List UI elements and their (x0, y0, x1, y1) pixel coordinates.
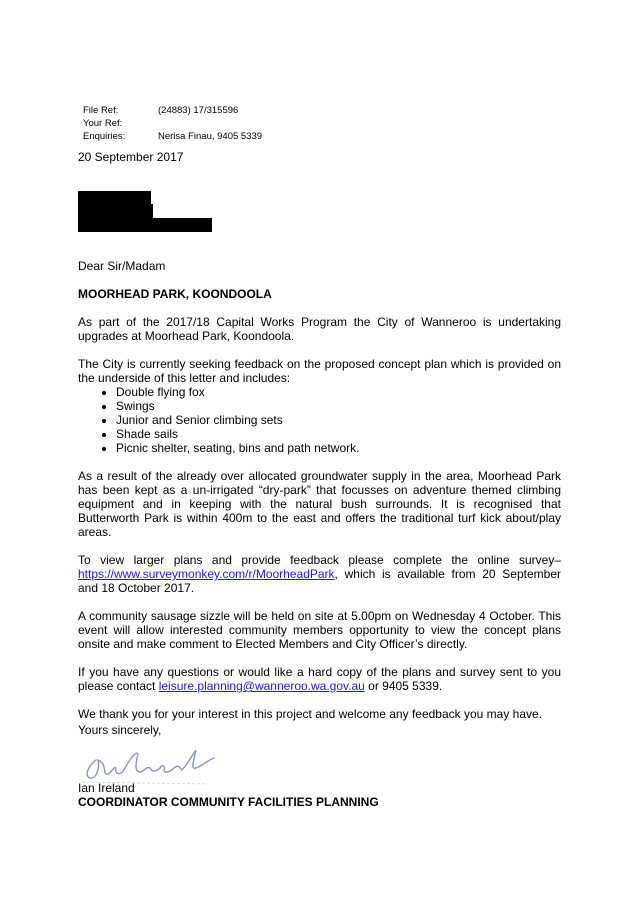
paragraph-3: As a result of the already over allocated groundwater supply in the area, Moorhead Park has been kept as a un-irrigated “dry-park” that focusses on adventure themed climbing equipment and in keeping with the natural bush surrounds. It is recognised that Butterworth Park is within 400m to the east and offers the traditional turf kick about/play areas. (78, 469, 561, 539)
list-item: • Shade sails (116, 427, 561, 441)
paragraph-2: The City is currently seeking feedback on the proposed concept plan which is provided on the underside of this letter and includes: (78, 357, 561, 385)
file-ref-value: (24883) 17/315596 (158, 105, 239, 116)
paragraph-6 (78, 665, 561, 693)
your-ref-row (83, 117, 262, 130)
closing: Yours sincerely, (78, 723, 162, 737)
salutation: Dear Sir/Madam (78, 259, 166, 273)
your-ref-label: Your Ref: (83, 118, 123, 129)
file-ref-label: File Ref: (83, 105, 119, 116)
signer-title: COORDINATOR COMMUNITY FACILITIES PLANNING (78, 795, 379, 809)
survey-text-before: To view larger plans and provide feedback please complete the online survey– (78, 553, 561, 567)
list-item: • Double flying fox (116, 385, 561, 399)
signer-name: Ian Ireland (78, 781, 135, 795)
letter-date: 20 September 2017 (78, 150, 184, 164)
enquiries-value: Nerisa Finau, 9405 5339 (158, 131, 263, 142)
signer-block (78, 781, 379, 809)
reference-block (83, 104, 262, 143)
paragraph-7: We thank you for your interest in this project and welcome any feedback you may have. (78, 707, 543, 721)
survey-link[interactable]: https://www.surveymonkey.com/r/MoorheadPark (78, 567, 335, 581)
features-list (78, 385, 561, 455)
file-ref-row (83, 104, 262, 117)
contact-text-before: If you have any questions or would like a hard copy of the plans and survey sent to you please contact (78, 665, 561, 693)
list-item: • Junior and Senior climbing sets (116, 413, 561, 427)
enquiries-row (83, 130, 262, 143)
paragraph-4 (78, 553, 561, 595)
redacted-address-line-2 (78, 204, 153, 218)
survey-text-after: , which is available from 20 September and 18 October 2017. (78, 567, 561, 595)
contact-text-after: or 9405 5339. (364, 679, 443, 693)
email-link[interactable]: leisure.planning@wanneroo.wa.gov.au (158, 679, 365, 693)
letter-body (78, 259, 561, 735)
paragraph-5: A community sausage sizzle will be held on site at 5.00pm on Wednesday 4 October. This event will allow interested community members opportunity to view the concept plans onsite and make comment to Elected Members and City Officer’s directly. (78, 609, 561, 651)
subject-heading: MOORHEAD PARK, KOONDOOLA (78, 287, 272, 301)
list-item: • Picnic shelter, seating, bins and path network. (116, 441, 561, 455)
paragraph-1: As part of the 2017/18 Capital Works Program the City of Wanneroo is undertaking upgrades at Moorhead Park, Koondoola. (78, 315, 561, 343)
list-item: • Swings (116, 399, 561, 413)
redacted-address-line-3 (78, 218, 212, 232)
redacted-address-line-1 (78, 191, 151, 205)
enquiries-label: Enquiries: (83, 131, 126, 142)
